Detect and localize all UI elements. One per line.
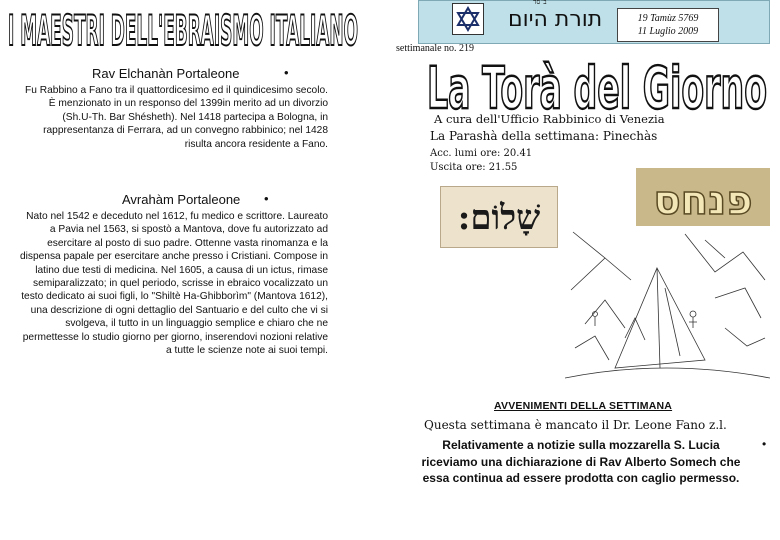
series-banner bbox=[6, 4, 360, 48]
events-mozzarella-note: Relativamente a notizie sulla mozzarella S. Lucia riceviamo una dichiarazione di Rav Alberto Somech che essa continua ad essere prodotta con caglio permesso. bbox=[421, 438, 741, 485]
tents-sketch-illustration bbox=[565, 228, 770, 393]
events-bullet: • bbox=[762, 437, 767, 451]
shalom-word: שָׁלוֹם: bbox=[457, 198, 541, 238]
main-title-text: La Torà del Giorno bbox=[427, 54, 767, 112]
candle-lighting-time: Acc. lumi ore: 20.41 bbox=[430, 148, 533, 159]
shabbat-exit-time: Uscita ore: 21.55 bbox=[430, 162, 518, 173]
civil-date: 11 Luglio 2009 bbox=[637, 26, 699, 37]
star-of-david-icon bbox=[452, 3, 484, 35]
shalom-image bbox=[440, 186, 558, 248]
bsd-mark: ב"סד bbox=[533, 0, 547, 6]
date-box bbox=[617, 8, 719, 42]
bio2-bullet: • bbox=[264, 191, 269, 206]
issue-number: settimanale no. 219 bbox=[396, 43, 475, 54]
main-title bbox=[424, 50, 770, 112]
banner-text: I MAESTRI DELL'EBRAISMO ITALIANO bbox=[8, 6, 358, 48]
curated-by: A cura dell'Ufficio Rabbinico di Venezia bbox=[434, 112, 665, 126]
bio2-name: Avrahàm Portaleone bbox=[122, 192, 241, 207]
bio1-text: Fu Rabbino a Fano tra il quattordicesimo ed il quindicesimo secolo. È menzionato in un responso del 1399in merito ad un divorzio (Sh.U-Th. Bar Shésheth). Nel 1418 partecipa a Bologna, in rappresentanza di Ferrara, ad un convegno rabbinico; nel 1428 risulta ancora residente a Fano. bbox=[25, 85, 328, 150]
hebrew-date: 19 Tamùz 5769 bbox=[637, 13, 699, 24]
parasha-line: La Parashà della settimana: Pinechàs bbox=[430, 129, 658, 143]
events-heading: AVVENIMENTI DELLA SETTIMANA bbox=[494, 400, 673, 412]
pinechas-word: פנחס bbox=[653, 178, 753, 224]
pinechas-image bbox=[636, 168, 770, 226]
bio1-name: Rav Elchanàn Portaleone bbox=[92, 66, 240, 81]
bio1-bullet: • bbox=[284, 65, 289, 80]
events-obituary: Questa settimana è mancato il Dr. Leone Fano z.l. bbox=[424, 418, 727, 432]
hebrew-title: תורת היום bbox=[508, 7, 603, 32]
bio2-text: Nato nel 1542 e deceduto nel 1612, fu medico e scrittore. Laureato a Pavia nel 1563, si spostò a Mantova, dove fu autorizzato ad esercitare al posto di suo padre. Ottenne vasta rinomanza e la dispensa papale per esercitare anche presso i Cristiani. Compose in latino due testi di medicina. Nel 1605, a causa di un ictus, rimase semiparalizzato; in quel periodo, scrisse in ebraico vocalizzato un testo dedicato ai suoi figli, lo "Shiltè Ha-Ghibborìm" (Mantova 1612), una descrizione di ogni dettaglio del Santuario e del culto che vi si svolgeva, il tutto in un linguaggio semplice e chiaro che ne permettesse lo studio giorno per giorno, inserendovi nozioni relative a tutte le scienze note ai suoi tempi. bbox=[19, 211, 328, 357]
